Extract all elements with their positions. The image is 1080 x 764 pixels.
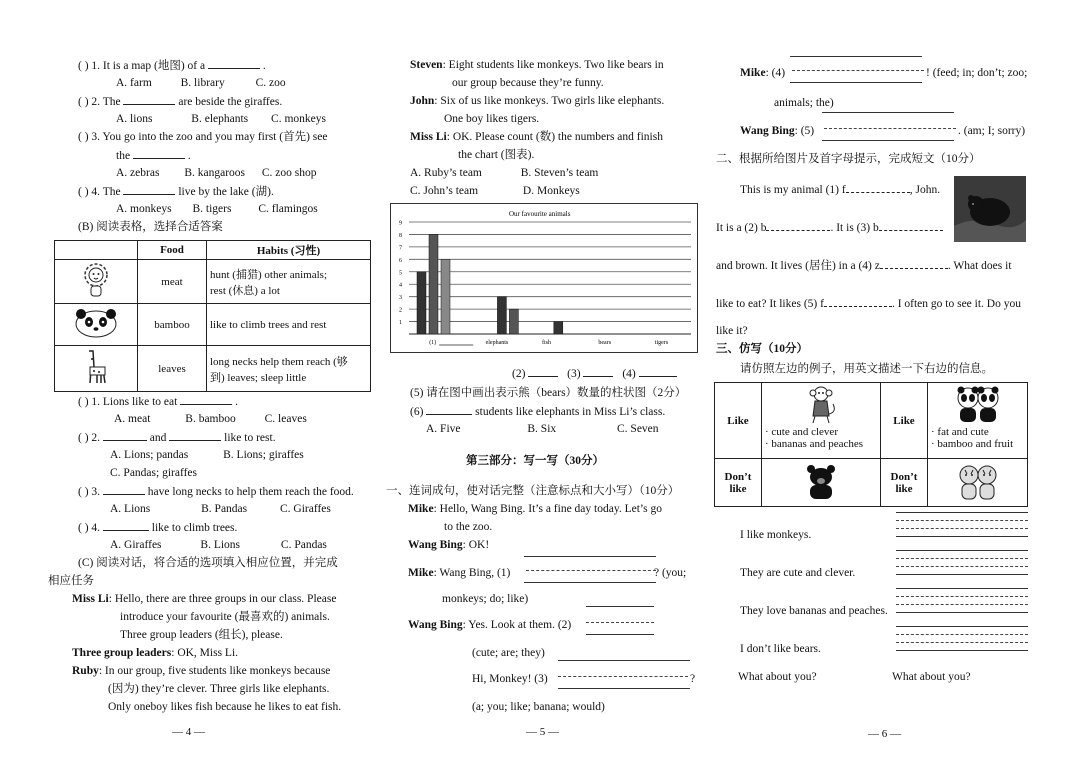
- option: C. monkeys: [271, 113, 326, 125]
- panda-icon: [69, 306, 123, 340]
- question-first: ( ) 3. You go into the zoo and you may first (首先) see: [78, 131, 328, 143]
- y-tick-label: 2: [399, 307, 402, 314]
- options: [426, 422, 659, 436]
- option: B. bamboo: [185, 413, 236, 425]
- dialog-line: [72, 646, 238, 660]
- options: [110, 448, 304, 462]
- answer-blank[interactable]: [103, 484, 145, 495]
- answer-blank[interactable]: [879, 220, 943, 231]
- page-6: [710, 0, 1080, 764]
- question-text: and: [149, 432, 167, 444]
- dialog-line: the chart (图表).: [458, 149, 535, 161]
- like-label: Like: [715, 383, 762, 459]
- monkey-icon: [803, 384, 839, 424]
- hint: animals; the): [774, 97, 834, 109]
- writing-line[interactable]: [558, 688, 690, 689]
- panda-food: · bamboo and fruit: [931, 438, 1014, 450]
- writing-line[interactable]: [896, 520, 1028, 521]
- speech: : Yes. Look at them. (2): [462, 619, 572, 631]
- dialog-line: [740, 66, 785, 80]
- tiger-icon: [954, 461, 1002, 501]
- y-tick-label: 6: [399, 257, 402, 264]
- table-cell: [207, 346, 371, 392]
- speech: : Eight students like monkeys. Two like bears in: [442, 59, 664, 71]
- option: C. flamingos: [258, 203, 318, 215]
- writing-line[interactable]: [586, 606, 654, 607]
- speaker: Mike: [408, 503, 434, 515]
- bar: [509, 309, 518, 334]
- writing-line[interactable]: [586, 622, 654, 623]
- panda-cell: [928, 383, 1028, 459]
- blank-label: (3): [567, 368, 581, 380]
- answer-blank[interactable]: [426, 404, 472, 415]
- speech: : Hello, Wang Bing. It’s a fine day today. Let’s go: [433, 503, 662, 515]
- speaker: Miss Li: [72, 593, 109, 605]
- writing-line[interactable]: [896, 626, 1028, 627]
- section-3-title: 三、仿写（10分）: [716, 343, 808, 355]
- passage-text: like to eat? It likes (5) f: [716, 298, 824, 310]
- table-cell: meat: [138, 260, 207, 304]
- like-table: [714, 382, 1028, 507]
- answer-blank[interactable]: [846, 182, 910, 193]
- chart-svg: [391, 204, 697, 352]
- speaker: Wang Bing: [408, 619, 463, 631]
- option: A. Lions; pandas: [110, 449, 189, 461]
- question-end: like to climb trees.: [151, 522, 238, 534]
- passage-text: . What does it: [947, 260, 1012, 272]
- monkey-food: · bananas and peaches: [765, 438, 864, 450]
- option: A. Giraffes: [110, 539, 162, 551]
- question-text: (6): [410, 406, 424, 418]
- writing-line[interactable]: [524, 582, 656, 583]
- speech: : OK, Miss Li.: [171, 647, 239, 659]
- bear-photo: [954, 176, 1026, 242]
- options: [116, 166, 317, 180]
- dialog-line: [410, 94, 664, 108]
- example-line: They love bananas and peaches.: [740, 605, 888, 617]
- question-b3: [78, 484, 354, 499]
- question-text: ( ) 2.: [78, 432, 101, 444]
- dialog-line: [408, 618, 571, 632]
- example-line: What about you?: [738, 671, 817, 683]
- question-5: (5) 请在图中画出表示熊（bears）数量的柱状图（2分）: [410, 387, 687, 399]
- question-text: ( ) 4. The: [78, 186, 121, 198]
- lion-picture: [55, 260, 138, 304]
- table-header-food: Food: [138, 241, 207, 260]
- option: A. meat: [114, 413, 151, 425]
- table-row: [55, 304, 371, 346]
- option: B. Pandas: [201, 503, 248, 515]
- question-end: have long necks to help them reach the food.: [147, 486, 354, 498]
- options: [114, 412, 307, 426]
- question-beside: [78, 94, 282, 109]
- question-end: . (am; I; sorry): [958, 125, 1026, 137]
- example-line: I don’t like bears.: [740, 643, 821, 655]
- food-habits-table: [54, 240, 371, 392]
- option: C. zoo: [255, 77, 286, 89]
- tiger-cell: [928, 459, 1028, 507]
- speaker: John: [410, 95, 435, 107]
- table-row: [55, 260, 371, 304]
- writing-line[interactable]: [896, 566, 1028, 567]
- question-end: ! (feed; in; don’t; zoo;: [926, 67, 1028, 79]
- x-tick-label: tigers: [654, 340, 669, 346]
- question-text: ( ) 3.: [78, 486, 101, 498]
- option: B. Steven’s team: [520, 167, 599, 179]
- chart-title: Our favourite animals: [509, 210, 571, 218]
- question-end: like to rest.: [224, 432, 276, 444]
- bear-icon: [954, 176, 1026, 242]
- answer-blank[interactable]: [880, 258, 948, 269]
- options: C. Pandas; giraffes: [110, 467, 197, 479]
- options: [116, 202, 318, 216]
- y-tick-label: 5: [399, 270, 402, 277]
- speaker: Wang Bing: [408, 539, 463, 551]
- bar: [417, 272, 426, 334]
- question-end: students like elephants in Miss Li’s class.: [475, 406, 666, 418]
- blank-label: (4): [622, 368, 636, 380]
- passage-text: and brown. It lives (居住) in a (4) z: [716, 260, 880, 272]
- writing-line[interactable]: [896, 588, 1028, 589]
- page-number: — 4 —: [172, 726, 205, 738]
- x-tick-label: bears: [598, 340, 612, 346]
- answer-blank[interactable]: [528, 366, 558, 377]
- page-number: — 5 —: [526, 726, 559, 738]
- dialog-line: introduce your favourite (最喜欢的) animals.: [120, 611, 330, 623]
- speech: : OK. Please count (数) the numbers and finish: [446, 131, 663, 143]
- like-label: Like: [881, 383, 928, 459]
- answer-blank[interactable]: [103, 430, 147, 441]
- writing-line[interactable]: [896, 574, 1028, 575]
- habit-line: rest (休息) a lot: [210, 284, 280, 297]
- section-1-title: 一、连词成句，使对话完整（注意标点和大小写）（10分）: [386, 485, 680, 497]
- option: A. lions: [116, 113, 153, 125]
- speech: : Hello, there are three groups in our class. Please: [108, 593, 337, 605]
- options: [410, 166, 598, 180]
- answer-blank[interactable]: [123, 94, 175, 105]
- writing-line[interactable]: [824, 128, 956, 129]
- writing-line[interactable]: [896, 596, 1028, 597]
- question-first-line2: [116, 148, 191, 163]
- option: C. Seven: [617, 423, 659, 435]
- x-tick-label: elephants: [485, 340, 509, 346]
- panda-picture: [55, 304, 138, 346]
- options: [110, 538, 327, 552]
- option: B. Lions: [200, 539, 241, 551]
- table-row: [55, 346, 371, 392]
- answer-blank[interactable]: [103, 520, 149, 531]
- dialog-line: [72, 664, 330, 678]
- answer-blank[interactable]: [639, 366, 677, 377]
- speech: : Six of us like monkeys. Two girls like elephants.: [434, 95, 665, 107]
- option: D. Monkeys: [522, 185, 580, 197]
- example-line: They are cute and clever.: [740, 567, 856, 579]
- question-b1: [78, 394, 238, 409]
- answer-blank[interactable]: [133, 148, 185, 159]
- writing-line[interactable]: [558, 660, 690, 661]
- question-text: the: [116, 150, 131, 162]
- options: [410, 184, 580, 198]
- table-row: [715, 383, 1028, 459]
- writing-line[interactable]: [524, 556, 656, 557]
- dialog-line: [410, 130, 663, 144]
- option: A. Lions: [110, 503, 151, 515]
- x-tick-label: (1): [429, 340, 437, 346]
- table-cell: [207, 260, 371, 304]
- panda-trait: · fat and cute: [931, 426, 989, 438]
- speaker: Miss Li: [410, 131, 447, 143]
- question-end: .: [187, 150, 191, 162]
- question-text: ( ) 4.: [78, 522, 101, 534]
- dialog-line: (因为) they’re clever. Three girls like elephants.: [108, 683, 330, 695]
- label-line: like: [895, 482, 913, 495]
- habit-line: hunt (捕猎) other animals;: [210, 268, 328, 281]
- writing-line[interactable]: [896, 528, 1028, 529]
- passage-line: [716, 296, 1021, 311]
- dialog-line: One boy likes tigers.: [444, 113, 540, 125]
- bear-icon: [801, 461, 841, 501]
- dont-like-label: [881, 459, 928, 507]
- options: [110, 502, 331, 516]
- dialog-line: to the zoo.: [444, 521, 493, 533]
- option: B. tigers: [192, 203, 232, 215]
- bar: [497, 297, 506, 334]
- lion-icon: [79, 261, 113, 299]
- answer-blank[interactable]: [766, 220, 830, 231]
- writing-line[interactable]: [558, 676, 688, 677]
- option: A. monkeys: [116, 203, 172, 215]
- speaker: Ruby: [72, 665, 99, 677]
- option: A. zebras: [116, 167, 160, 179]
- hint: monkeys; do; like): [442, 593, 529, 605]
- question-map: [78, 58, 266, 73]
- part-3-title: 第三部分：写一写（30分）: [466, 455, 604, 467]
- writing-line[interactable]: [526, 570, 656, 571]
- option: C. zoo shop: [261, 167, 317, 179]
- writing-line[interactable]: [896, 512, 1028, 513]
- dialog-line: [72, 592, 336, 606]
- habit-line: 到) leaves; sleep little: [210, 371, 307, 384]
- options: [116, 112, 326, 126]
- passage-text: . I often go to see it. Do you: [891, 298, 1021, 310]
- x-tick-label: fish: [542, 340, 551, 346]
- table-row: [715, 459, 1028, 507]
- giraffe-icon: [81, 347, 111, 387]
- option: C. Giraffes: [280, 503, 331, 515]
- page-4: [0, 0, 380, 764]
- page-5: [380, 0, 710, 764]
- writing-prompt: What about you?: [892, 671, 971, 683]
- answer-blank[interactable]: [208, 58, 260, 69]
- y-tick-label: 7: [399, 245, 402, 252]
- speech: : (5): [794, 125, 815, 137]
- habit-line: long necks help them reach (够: [210, 355, 348, 368]
- label-line: like: [729, 482, 747, 495]
- bar: [554, 322, 563, 334]
- question-lake: [78, 184, 274, 199]
- question-text: ( ) 1. Lions like to eat: [78, 396, 178, 408]
- section-b-title: (B) 阅读表格，选择合适答案: [78, 221, 223, 233]
- example-line: I like monkeys.: [740, 529, 812, 541]
- options: [116, 76, 286, 90]
- question-end: ?: [690, 673, 696, 685]
- passage-text: It is a (2) b: [716, 222, 767, 234]
- panda-icon: [953, 384, 1003, 424]
- dont-like-label: [715, 459, 762, 507]
- writing-line[interactable]: [896, 558, 1028, 559]
- answer-blank[interactable]: [180, 394, 232, 405]
- answer-blank[interactable]: [123, 184, 175, 195]
- question-text: ( ) 1. It is a map (地图) of a: [78, 60, 206, 72]
- speech: : (4): [765, 67, 786, 79]
- question-end: are beside the giraffes.: [178, 96, 283, 108]
- y-tick-label: 9: [399, 220, 402, 227]
- question-end: live by the lake (湖).: [178, 186, 274, 198]
- passage-line: [716, 220, 943, 235]
- speech: : Wang Bing, (1): [433, 567, 511, 579]
- speaker: Mike: [740, 67, 766, 79]
- passage-line: [716, 258, 1012, 273]
- speaker: Three group leaders: [72, 647, 172, 659]
- option: C. Pandas: [280, 539, 327, 551]
- option: B. kangaroos: [184, 167, 245, 179]
- writing-line[interactable]: [822, 112, 954, 113]
- y-tick-label: 4: [399, 282, 402, 289]
- section-c-title-line2: 相应任务: [48, 575, 94, 587]
- dialog-line: [408, 502, 662, 516]
- table-cell: bamboo: [138, 304, 207, 346]
- option: A. Five: [426, 423, 461, 435]
- section-2-title: 二、根据所给图片及首字母提示，完成短文（10分）: [716, 153, 981, 165]
- monkey-trait: · cute and clever: [765, 426, 838, 438]
- dialog-line: our group because they’re funny.: [452, 77, 604, 89]
- speech: : OK!: [462, 539, 490, 551]
- answer-blank[interactable]: [169, 430, 221, 441]
- passage-text: . It is (3) b: [830, 222, 879, 234]
- dialog-line: [740, 124, 814, 138]
- bar: [429, 234, 438, 334]
- question-b2: [78, 430, 276, 445]
- dialog-line: [408, 566, 510, 580]
- pandas-picture: [931, 384, 1024, 426]
- passage-line: like it?: [716, 325, 748, 337]
- writing-line[interactable]: [896, 604, 1028, 605]
- section-3-instruction: 请仿照左边的例子，用英文描述一下右边的信息。: [740, 363, 993, 375]
- writing-line[interactable]: [896, 536, 1028, 537]
- option: B. Six: [527, 423, 557, 435]
- speech: : In our group, five students like monkeys because: [98, 665, 331, 677]
- dialog-line: Three group leaders (组长), please.: [120, 629, 283, 641]
- passage-text: This is my animal (1) f: [740, 184, 846, 196]
- answer-blank[interactable]: [824, 296, 892, 307]
- chart-blank-row: [512, 366, 677, 381]
- writing-line[interactable]: [822, 140, 954, 141]
- dialog-line: [408, 538, 489, 552]
- hint: (cute; are; they): [472, 647, 545, 659]
- question-b4: [78, 520, 237, 535]
- writing-line[interactable]: [790, 82, 922, 83]
- passage-line: [740, 182, 940, 197]
- section-c-title: (C) 阅读对话，将合适的选项填入相应位置，并完成: [78, 557, 338, 569]
- writing-line[interactable]: [792, 70, 924, 71]
- writing-line[interactable]: [790, 56, 922, 57]
- writing-line[interactable]: [896, 642, 1028, 643]
- question-end: ? (you;: [654, 567, 687, 579]
- label-line: Don’t: [890, 470, 918, 483]
- writing-line[interactable]: [896, 550, 1028, 551]
- writing-line[interactable]: [896, 612, 1028, 613]
- option: B. library: [180, 77, 225, 89]
- question-end: .: [262, 60, 266, 72]
- label-line: Don’t: [724, 470, 752, 483]
- answer-blank[interactable]: [583, 366, 613, 377]
- y-tick-label: 8: [399, 232, 402, 239]
- speaker: Wang Bing: [740, 125, 795, 137]
- speaker: Steven: [410, 59, 443, 71]
- speaker: Mike: [408, 567, 434, 579]
- giraffe-picture: [55, 346, 138, 392]
- writing-line[interactable]: [896, 634, 1028, 635]
- question-end: .: [235, 396, 238, 408]
- question-text: ( ) 2. The: [78, 96, 121, 108]
- bar: [441, 259, 450, 334]
- y-tick-label: 1: [399, 320, 402, 327]
- option: A. farm: [116, 77, 152, 89]
- bar-chart: [390, 203, 698, 353]
- option: C. John’s team: [410, 185, 479, 197]
- table-header-animal: [55, 241, 138, 260]
- table-cell: like to climb trees and rest: [207, 304, 371, 346]
- option: A. Ruby’s team: [410, 167, 482, 179]
- dialog-line: Only oneboy likes fish because he likes to eat fish.: [108, 701, 342, 713]
- monkey-cell: [762, 383, 881, 459]
- writing-line[interactable]: [896, 650, 1028, 651]
- option: B. Lions; giraffes: [223, 449, 304, 461]
- bear-cell: [762, 459, 881, 507]
- question-6: [410, 404, 665, 419]
- passage-text: , John.: [909, 184, 941, 196]
- page-number: — 6 —: [868, 728, 901, 740]
- y-tick-label: 3: [399, 295, 402, 302]
- table-header-habits: Habits (习性): [207, 241, 371, 260]
- hint: (a; you; like; banana; would): [472, 701, 605, 713]
- table-cell: leaves: [138, 346, 207, 392]
- blank-label: (2): [512, 368, 526, 380]
- monkey-picture: [765, 384, 877, 426]
- option: B. elephants: [191, 113, 249, 125]
- dialog-line: [410, 58, 664, 72]
- dialog-line: Hi, Monkey! (3): [472, 673, 548, 685]
- option: C. leaves: [264, 413, 307, 425]
- writing-line[interactable]: [586, 634, 654, 635]
